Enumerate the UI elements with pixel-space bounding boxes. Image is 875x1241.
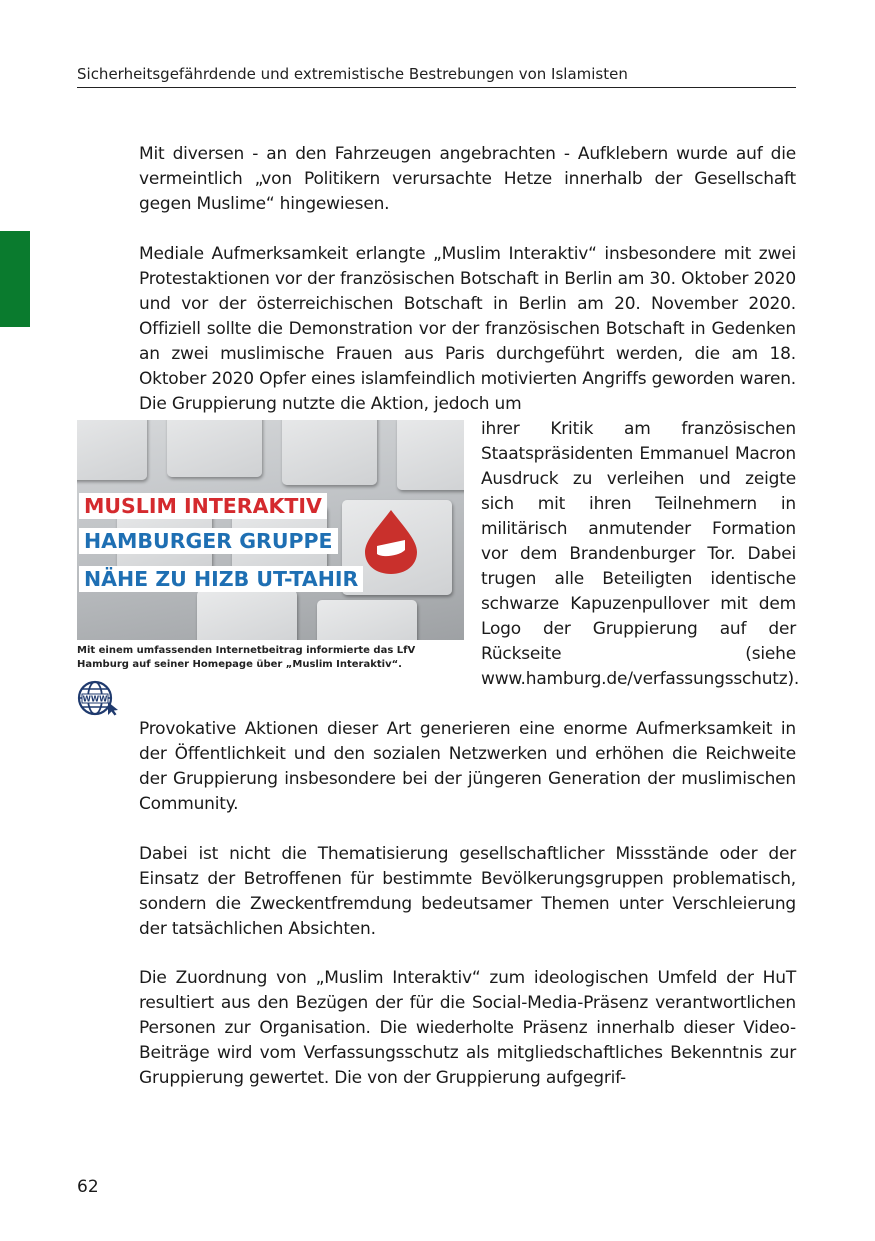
label-muslim-interaktiv: MUSLIM INTERAKTIV [79,493,327,519]
keyboard-key [397,420,464,490]
keyboard-key [317,600,417,640]
keyboard-key [77,420,147,480]
paragraph-4: Dabei ist nicht die Thematisierung gesellschaftlicher Missstände oder der Einsatz der Betroffenen für bestimmte Bevölkerungsgruppen problematisch, sondern die Zweckentfremdung bedeutsamer Themen unter Verschleierung der tatsächlichen Absichten. [139,844,796,939]
keyboard-photo [77,420,464,640]
paragraph-5: Die Zuordnung von „Muslim Interaktiv“ zum ideologischen Umfeld der HuT resultiert aus den Bezügen der für die Social-Media-Präsenz verantwortlichen Personen zur Organisation. Die wiederholte Präsenz innerhalb dieser Video-Beiträge wird vom Verfassungsschutz als mitgliedschaftliches Bekenntnis zur Gruppierung gewertet. Die von der Gruppierung aufgegrif- [139,968,796,1088]
paragraph-2: Mediale Aufmerksamkeit erlangte „Muslim Interaktiv“ insbesondere mit zwei Protestaktionen vor der französischen Botschaft in Berlin am 30. Oktober 2020 und vor der österreichischen Botschaft in Berlin am 20. November 2020. Offiziell sollte die Demonstration vor der französischen Botschaft in Gedenken an zwei muslimische Frauen aus Paris durchgeführt werden, die am 18. Oktober 2020 Opfer eines islamfeindlich motivierten Angriffs geworden waren. Die Gruppierung nutzte die Aktion, jedoch um [139,244,796,414]
globe-www-text: WWW [82,694,108,704]
keyboard-key [282,420,377,485]
www-globe-cursor-icon [77,680,121,716]
label-hamburger-gruppe: HAMBURGER GRUPPE [79,528,338,554]
paragraph-3: Provokative Aktionen dieser Art generieren eine enorme Aufmerksamkeit in der Öffentlichkeit und den sozialen Netzwerken und erhöhen die Reichweite der Gruppierung insbesondere bei der jüngeren Generation der muslimischen Community. [139,719,796,814]
keyboard-key [197,590,297,640]
paragraph-2-continued: ihrer Kritik am französischen Staatspräsidenten Emmanuel Macron Ausdruck zu verleihen und zeigte sich mit ihren Teilnehmern in militärisch anmutender Formation vor dem Brandenburger Tor. Dabei trugen alle Beteiligten identische schwarze Kapuzenpullover mit dem Logo der Gruppierung auf der Rückseite (siehe www.hamburg.de/verfassungsschutz). [481,419,800,689]
paragraph-1: Mit diversen - an den Fahrzeugen angebrachten - Aufklebern wurde auf die vermeintlich „von Politikern verursachte Hetze innerhalb der Gesellschaft gegen Muslime“ hingewiesen. [139,144,796,214]
chapter-tab [0,231,30,327]
keyboard-key [167,420,262,477]
label-naehe-zu-hizb: NÄHE ZU HIZB UT-TAHIR [79,566,363,592]
drop-logo-icon [359,506,423,576]
figure-caption: Mit einem umfassenden Internetbeitrag informierte das LfV Hamburg auf seiner Homepage über „Muslim Interaktiv“. [77,645,416,670]
running-header: Sicherheitsgefährdende und extremistische Bestrebungen von Islamisten [77,64,796,88]
page-number: 62 [77,1177,99,1197]
